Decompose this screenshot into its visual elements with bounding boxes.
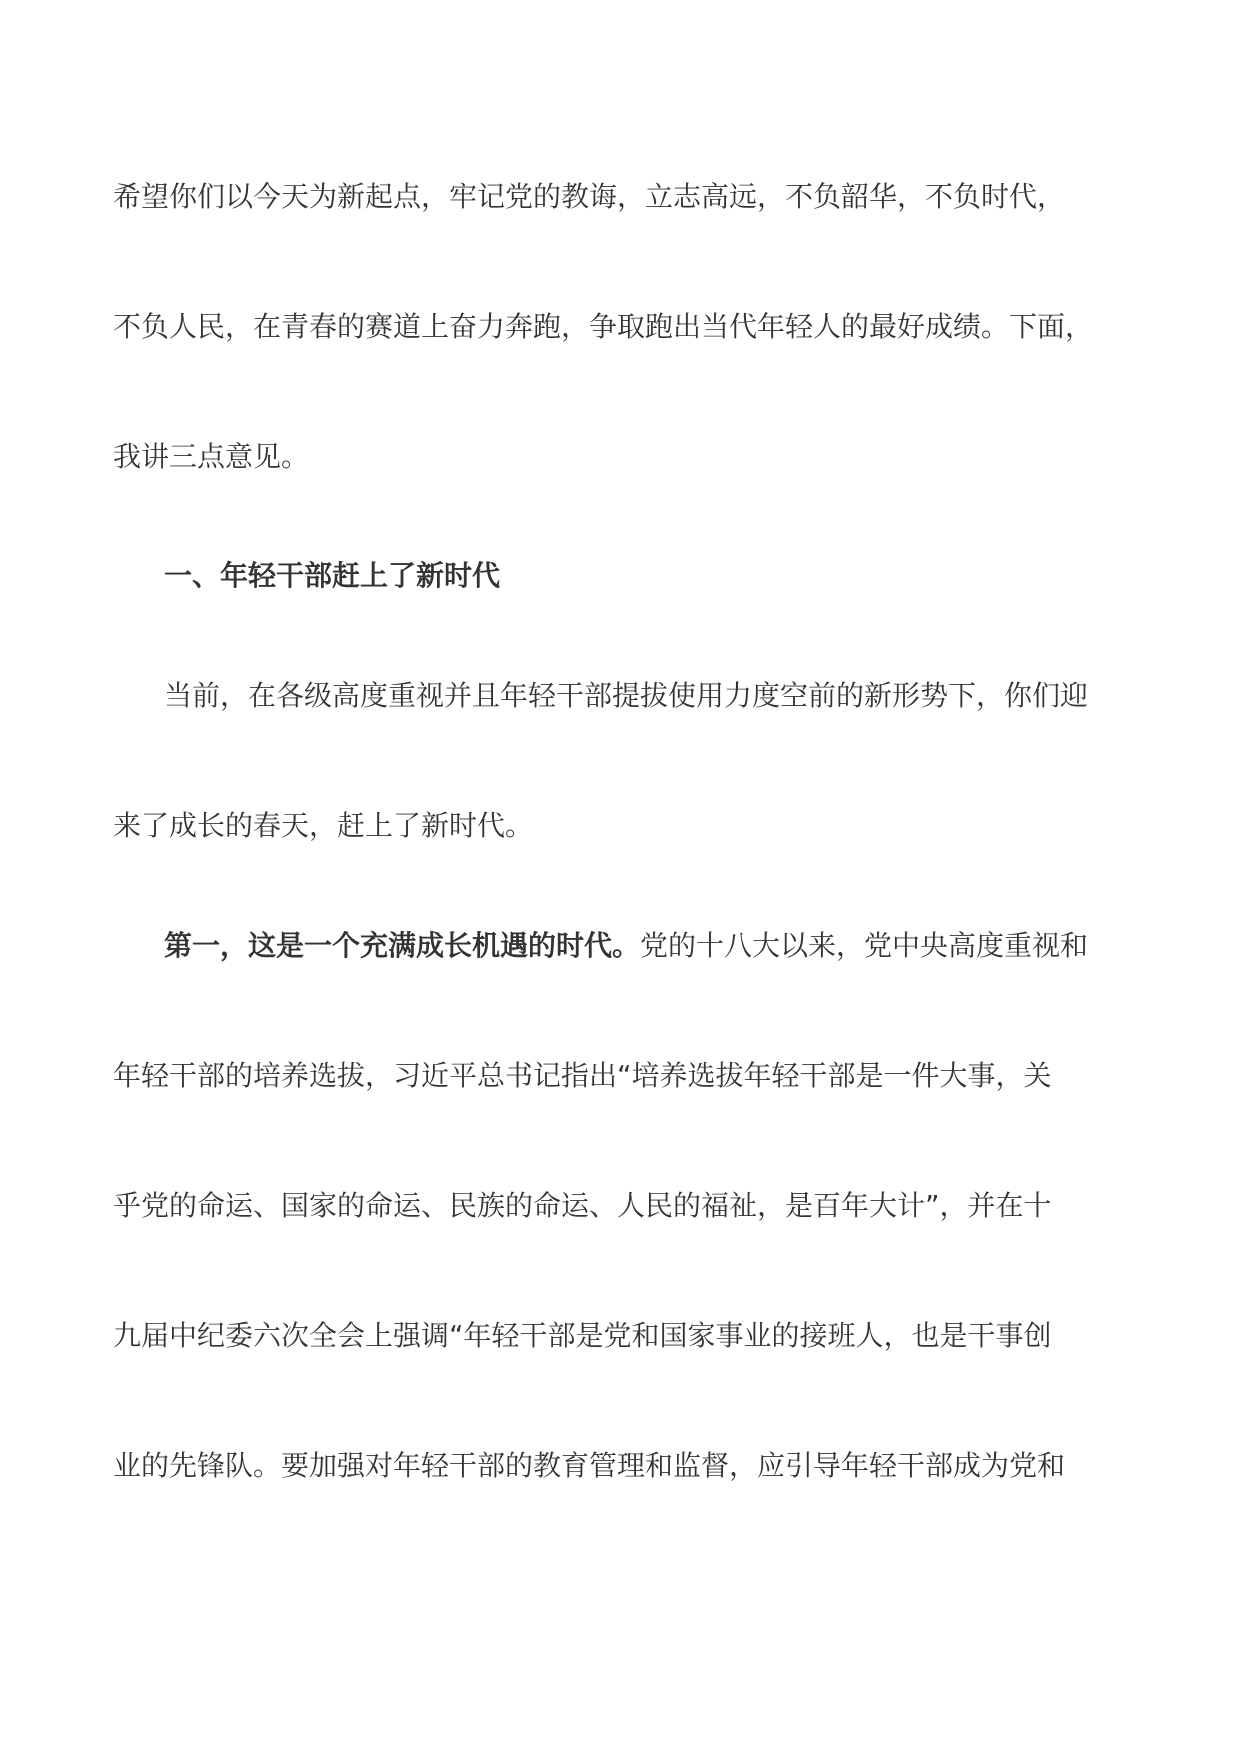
emphasis-lead: 第一，这是一个充满成长机遇的时代。 [164, 929, 641, 962]
paragraph-line: 年轻干部的培养选拔，习近平总书记指出“培养选拔年轻干部是一件大事，关 [113, 1059, 1052, 1092]
paragraph-line: 来了成长的春天，赶上了新时代。 [113, 809, 534, 842]
paragraph-line: 九届中纪委六次全会上强调“年轻干部是党和国家事业的接班人，也是干事创 [113, 1319, 1052, 1352]
paragraph-line: 希望你们以今天为新起点，牢记党的教诲，立志高远，不负韶华，不负时代， [113, 180, 1066, 213]
paragraph-line: 业的先锋队。要加强对年轻干部的教育管理和监督，应引导年轻干部成为党和 [113, 1449, 1066, 1482]
paragraph-line: 我讲三点意见。 [113, 440, 310, 473]
section-heading: 一、年轻干部赶上了新时代 [164, 559, 501, 592]
paragraph-text: 党的十八大以来，党中央高度重视和 [640, 929, 1089, 962]
paragraph-line [164, 926, 1088, 966]
paragraph-line: 当前，在各级高度重视并且年轻干部提拔使用力度空前的新形势下，你们迎 [164, 679, 1089, 712]
paragraph-line: 乎党的命运、国家的命运、民族的命运、人民的福祉，是百年大计”，并在十 [113, 1189, 1052, 1222]
paragraph-line: 不负人民，在青春的赛道上奋力奔跑，争取跑出当代年轻人的最好成绩。下面， [113, 310, 1094, 343]
